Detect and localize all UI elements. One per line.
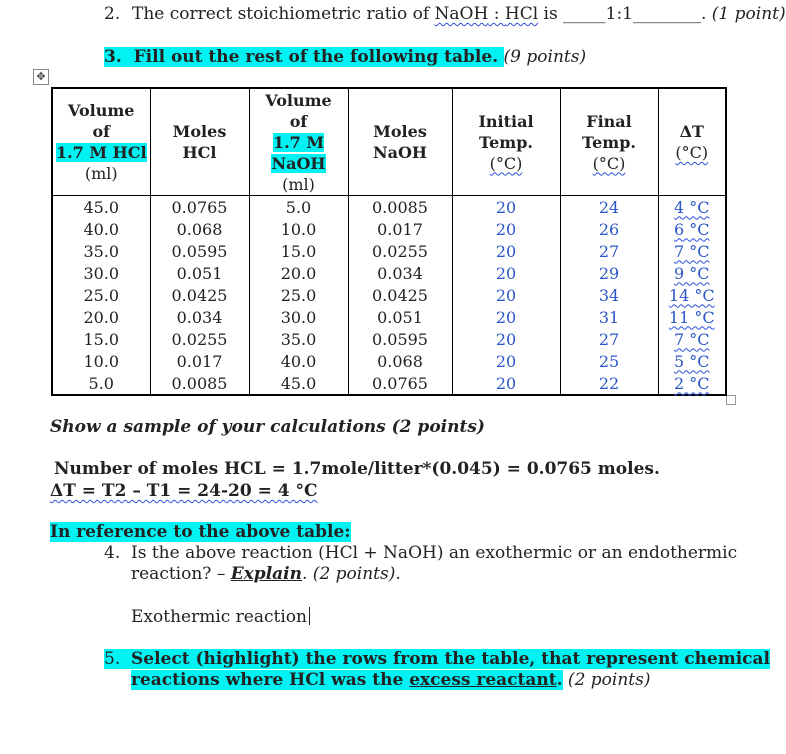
question-4-points: . (2 points). xyxy=(302,564,401,584)
header-text-highlighted: 1.7 M HCl xyxy=(55,143,147,162)
naoh-term: NaOH xyxy=(434,4,489,24)
cell-volume-hcl[interactable]: 45.0 xyxy=(52,196,150,219)
question-5-period: . xyxy=(556,670,563,690)
cell-initial-temp[interactable]: 20 xyxy=(452,284,560,306)
cell-delta-t[interactable]: 9 °C xyxy=(658,262,726,284)
header-initial-temp[interactable] xyxy=(452,88,560,196)
table-row[interactable] xyxy=(52,262,726,284)
calculation-delta-t[interactable] xyxy=(50,481,318,501)
header-text: Moles xyxy=(172,122,227,141)
header-text: Final xyxy=(586,111,632,131)
data-table xyxy=(51,87,727,396)
header-text-highlighted: NaOH xyxy=(271,153,326,173)
cell-volume-hcl[interactable]: 30.0 xyxy=(52,262,150,284)
reference-heading-text: In reference to the above table: xyxy=(50,522,351,542)
cell-initial-temp[interactable]: 20 xyxy=(452,350,560,372)
cell-delta-t[interactable]: 7 °C xyxy=(658,328,726,350)
cell-delta-t[interactable]: 6 °C xyxy=(658,218,726,240)
cell-final-temp[interactable]: 25 xyxy=(560,350,658,372)
cell-initial-temp[interactable]: 20 xyxy=(452,372,560,395)
question-4-line2: reaction? – xyxy=(131,564,231,584)
header-unit: (°C) xyxy=(489,153,523,173)
question-3-text: Fill out the rest of the following table. xyxy=(133,47,499,67)
cell-moles-hcl[interactable]: 0.068 xyxy=(150,218,249,240)
cell-final-temp[interactable]: 34 xyxy=(560,284,658,306)
question-4-line1: Is the above reaction (HCl + NaOH) an exothermic or an endothermic xyxy=(131,543,738,563)
cell-delta-t[interactable]: 2 °C xyxy=(658,372,726,395)
cell-delta-t[interactable]: 11 °C xyxy=(658,306,726,328)
cell-moles-naoh[interactable]: 0.068 xyxy=(348,350,452,372)
cell-moles-hcl[interactable]: 0.051 xyxy=(150,262,249,284)
header-text: of xyxy=(92,122,111,141)
header-unit: (°C) xyxy=(675,143,709,162)
table-resize-handle[interactable] xyxy=(726,395,736,405)
header-text: Initial xyxy=(478,111,534,131)
cell-initial-temp[interactable]: 20 xyxy=(452,306,560,328)
header-text: Moles xyxy=(373,122,427,141)
excess-reactant-term: excess reactant xyxy=(409,670,557,690)
cell-final-temp[interactable]: 29 xyxy=(560,262,658,284)
cell-volume-hcl[interactable]: 25.0 xyxy=(52,284,150,306)
table-row[interactable] xyxy=(52,328,726,350)
reference-heading xyxy=(50,522,351,542)
cell-delta-t[interactable]: 5 °C xyxy=(658,350,726,372)
cell-volume-naoh[interactable]: 45.0 xyxy=(249,372,348,395)
header-text: Volume xyxy=(265,90,332,110)
cell-final-temp[interactable]: 22 xyxy=(560,372,658,395)
question-2-is: is xyxy=(538,4,564,24)
cell-volume-hcl[interactable]: 20.0 xyxy=(52,306,150,328)
header-text: of xyxy=(289,111,308,131)
cell-moles-naoh[interactable]: 0.034 xyxy=(348,262,452,284)
question-3-number: 3. xyxy=(104,47,122,67)
cell-initial-temp[interactable]: 20 xyxy=(452,262,560,284)
cell-volume-naoh[interactable]: 5.0 xyxy=(249,196,348,219)
ratio-answer[interactable]: 1:1 xyxy=(605,4,633,24)
cell-moles-hcl[interactable]: 0.0255 xyxy=(150,328,249,350)
cell-moles-hcl[interactable]: 0.0085 xyxy=(150,372,249,395)
header-volume-naoh[interactable] xyxy=(249,88,348,196)
cell-volume-hcl[interactable]: 35.0 xyxy=(52,240,150,262)
cell-final-temp[interactable]: 24 xyxy=(560,196,658,219)
cell-moles-naoh[interactable]: 0.017 xyxy=(348,218,452,240)
cell-volume-hcl[interactable]: 15.0 xyxy=(52,328,150,350)
cell-moles-hcl[interactable]: 0.017 xyxy=(150,350,249,372)
table-row[interactable] xyxy=(52,350,726,372)
cell-moles-naoh[interactable]: 0.0085 xyxy=(348,196,452,219)
cell-volume-naoh[interactable]: 35.0 xyxy=(249,328,348,350)
cell-moles-naoh[interactable]: 0.0765 xyxy=(348,372,452,395)
cell-volume-hcl[interactable]: 10.0 xyxy=(52,350,150,372)
cell-moles-hcl[interactable]: 0.034 xyxy=(150,306,249,328)
cell-final-temp[interactable]: 26 xyxy=(560,218,658,240)
question-2-points: (1 point) xyxy=(711,4,786,24)
header-text: HCl xyxy=(182,143,217,162)
cell-volume-naoh[interactable]: 25.0 xyxy=(249,284,348,306)
cell-delta-t[interactable]: 14 °C xyxy=(658,284,726,306)
question-2-text: The correct stoichiometric ratio of xyxy=(132,4,435,24)
header-final-temp[interactable] xyxy=(560,88,658,196)
explain-term: Explain xyxy=(230,564,302,584)
question-2-number: 2. xyxy=(104,4,121,24)
cell-moles-hcl[interactable]: 0.0425 xyxy=(150,284,249,306)
header-text: NaOH xyxy=(372,143,428,162)
table-row[interactable] xyxy=(52,240,726,262)
table-row[interactable] xyxy=(52,196,726,219)
header-unit: (ml) xyxy=(84,164,118,183)
calculation-moles[interactable]: Number of moles HCL = 1.7mole/litter*(0.045) = 0.0765 moles. xyxy=(54,459,660,479)
question-3-points: (9 points) xyxy=(503,47,587,67)
question-4-answer-text: Exothermic reaction xyxy=(131,607,307,627)
cell-volume-hcl[interactable]: 40.0 xyxy=(52,218,150,240)
table-row[interactable] xyxy=(52,306,726,328)
question-3 xyxy=(104,47,586,67)
hcl-term: HCl xyxy=(504,4,539,24)
header-unit: (ml) xyxy=(282,174,315,194)
cell-volume-naoh[interactable]: 20.0 xyxy=(249,262,348,284)
table-row[interactable] xyxy=(52,372,726,395)
question-5-points: (2 points) xyxy=(562,670,651,690)
cell-moles-naoh[interactable]: 0.0255 xyxy=(348,240,452,262)
cell-volume-naoh[interactable]: 30.0 xyxy=(249,306,348,328)
cell-final-temp[interactable]: 27 xyxy=(560,328,658,350)
header-unit: (°C) xyxy=(592,153,626,173)
header-text: ΔT xyxy=(679,122,704,141)
calculation-delta-t-text: ΔT = T2 – T1 = 24-20 = 4 °C xyxy=(50,481,318,501)
cell-initial-temp[interactable]: 20 xyxy=(452,240,560,262)
question-4-answer[interactable] xyxy=(131,607,310,627)
table-row[interactable] xyxy=(52,284,726,306)
cell-delta-t[interactable]: 7 °C xyxy=(658,240,726,262)
cell-volume-hcl[interactable]: 5.0 xyxy=(52,372,150,395)
question-5 xyxy=(104,649,770,691)
cell-final-temp[interactable]: 31 xyxy=(560,306,658,328)
question-5-line2: reactions where HCl was the xyxy=(131,670,410,690)
cell-volume-naoh[interactable]: 10.0 xyxy=(249,218,348,240)
question-4 xyxy=(104,543,737,585)
cell-initial-temp[interactable]: 20 xyxy=(452,328,560,350)
cell-volume-naoh[interactable]: 40.0 xyxy=(249,350,348,372)
question-4-number: 4. xyxy=(104,543,121,563)
cell-volume-naoh[interactable]: 15.0 xyxy=(249,240,348,262)
header-moles-naoh[interactable] xyxy=(348,88,452,196)
cell-moles-naoh[interactable]: 0.0595 xyxy=(348,328,452,350)
table-header-row xyxy=(52,88,726,196)
ratio-colon: : xyxy=(488,4,505,24)
cell-final-temp[interactable]: 27 xyxy=(560,240,658,262)
cell-moles-naoh[interactable]: 0.051 xyxy=(348,306,452,328)
question-2-period: . xyxy=(700,4,712,24)
table-move-handle-icon[interactable]: ✥ xyxy=(33,69,49,85)
cell-moles-hcl[interactable]: 0.0765 xyxy=(150,196,249,219)
header-text: Temp. xyxy=(479,132,533,152)
cell-moles-hcl[interactable]: 0.0595 xyxy=(150,240,249,262)
sample-calculations-heading: Show a sample of your calculations (2 points) xyxy=(50,417,485,437)
answer-blank-post: ________ xyxy=(632,4,701,24)
cell-initial-temp[interactable]: 20 xyxy=(452,196,560,219)
header-text: Volume xyxy=(68,101,135,120)
header-delta-t[interactable] xyxy=(658,88,726,196)
cell-moles-naoh[interactable]: 0.0425 xyxy=(348,284,452,306)
question-5-number: 5. xyxy=(104,649,121,669)
header-text: Temp. xyxy=(582,132,636,152)
header-text-highlighted: 1.7 M xyxy=(272,132,325,152)
question-5-line1: Select (highlight) the rows from the table, that represent chemical xyxy=(131,649,771,669)
table-row[interactable] xyxy=(52,218,726,240)
cell-delta-t[interactable]: 4 °C xyxy=(658,196,726,219)
header-volume-hcl[interactable] xyxy=(52,88,150,196)
question-2 xyxy=(104,4,786,24)
text-cursor xyxy=(309,607,310,625)
answer-blank-pre: _____ xyxy=(563,4,606,24)
cell-initial-temp[interactable]: 20 xyxy=(452,218,560,240)
header-moles-hcl[interactable] xyxy=(150,88,249,196)
